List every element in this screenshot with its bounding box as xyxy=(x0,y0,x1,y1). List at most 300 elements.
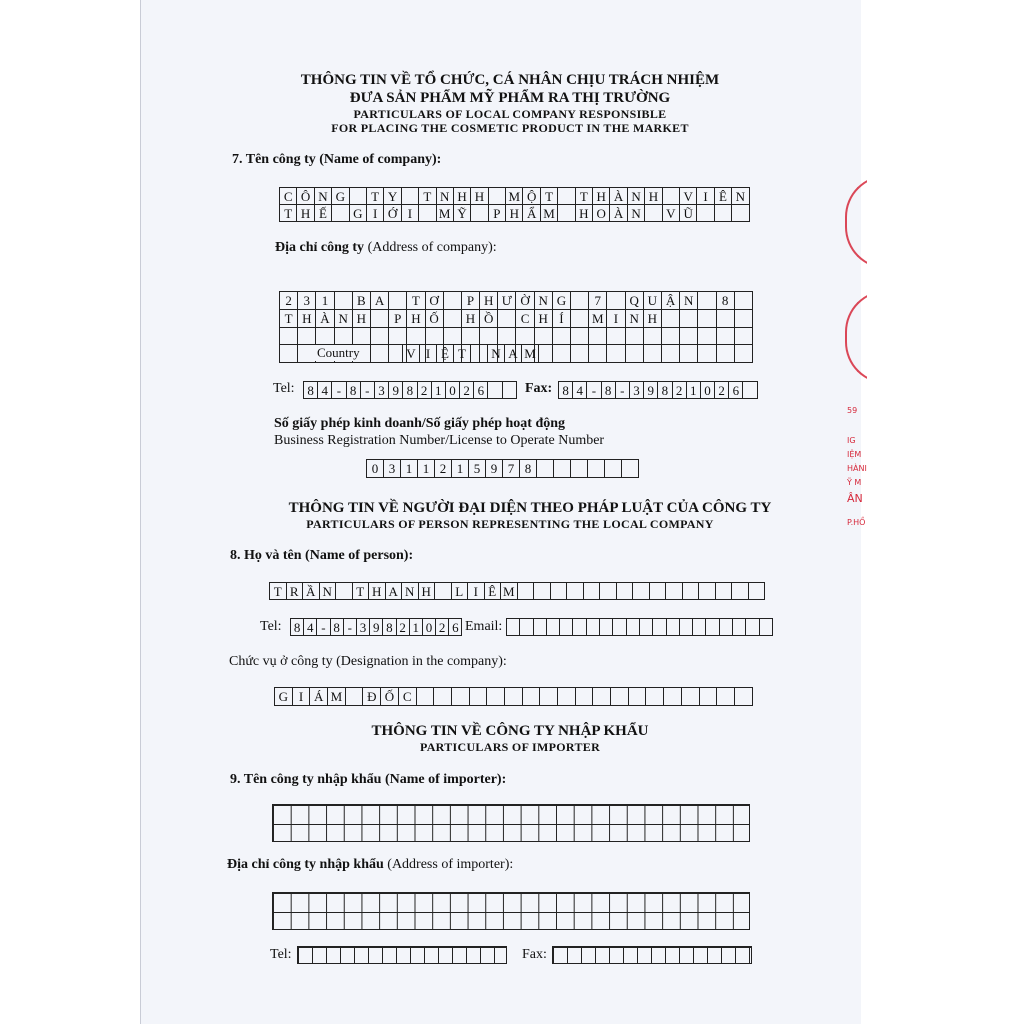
char-box: 6 xyxy=(448,618,462,636)
char-box: C xyxy=(279,187,297,205)
char-box: 0 xyxy=(422,618,436,636)
char-box xyxy=(606,291,625,310)
char-box xyxy=(625,327,644,345)
char-box: T xyxy=(279,309,298,328)
char-box xyxy=(716,327,735,345)
char-box: H xyxy=(592,187,610,205)
header-vn-line1: THÔNG TIN VỀ TỔ CHỨC, CÁ NHÂN CHỊU TRÁCH NHIỆM xyxy=(300,72,720,88)
char-box: G xyxy=(274,687,293,706)
char-box xyxy=(632,582,650,600)
char-box xyxy=(679,618,693,636)
char-box xyxy=(469,687,488,706)
char-box xyxy=(575,687,594,706)
char-box xyxy=(621,459,639,478)
char-box xyxy=(406,327,425,345)
char-box xyxy=(612,618,626,636)
header-en-line1: PARTICULARS OF LOCAL COMPANY RESPONSIBLE xyxy=(353,107,667,121)
char-box: I xyxy=(366,204,384,222)
char-box xyxy=(610,687,629,706)
char-box xyxy=(705,618,719,636)
char-box: H xyxy=(470,187,488,205)
char-box xyxy=(643,327,662,345)
char-box xyxy=(334,327,353,345)
char-box xyxy=(497,327,516,345)
char-box: N xyxy=(627,187,645,205)
char-box xyxy=(716,687,735,706)
char-box: 1 xyxy=(431,381,446,399)
char-box: 0 xyxy=(445,381,460,399)
char-box: H xyxy=(505,204,523,222)
char-box: - xyxy=(615,381,630,399)
char-box xyxy=(486,687,505,706)
char-box xyxy=(443,309,462,328)
char-box xyxy=(604,459,622,478)
char-box: V xyxy=(662,204,680,222)
char-box: A xyxy=(504,344,522,363)
char-box xyxy=(557,687,576,706)
company-name-row1[interactable] xyxy=(279,187,749,205)
company-tel-field[interactable] xyxy=(303,381,516,399)
char-box: C xyxy=(515,309,534,328)
designation-field[interactable] xyxy=(274,687,752,706)
char-box xyxy=(550,582,568,600)
char-box: À xyxy=(609,204,627,222)
char-box: H xyxy=(406,309,425,328)
char-box xyxy=(583,582,601,600)
char-box: 1 xyxy=(409,618,423,636)
char-box: H xyxy=(418,582,436,600)
char-box: L xyxy=(451,582,469,600)
company-fax-label: Fax: xyxy=(525,381,553,396)
importer-header-vn: THÔNG TIN VỀ CÔNG TY NHẬP KHẨU xyxy=(371,723,649,739)
char-box xyxy=(716,344,735,363)
char-box xyxy=(599,618,613,636)
char-box xyxy=(643,344,662,363)
char-box xyxy=(699,687,718,706)
char-box: H xyxy=(352,309,371,328)
char-box xyxy=(666,618,680,636)
char-box: 1 xyxy=(451,459,469,478)
char-box: 8 xyxy=(402,381,417,399)
char-box xyxy=(745,618,759,636)
char-box: N xyxy=(731,187,749,205)
char-box xyxy=(370,327,389,345)
char-box: N xyxy=(314,187,332,205)
importer-tel-field[interactable] xyxy=(297,946,507,964)
char-box: 2 xyxy=(434,459,452,478)
char-box: 8 xyxy=(330,618,344,636)
country-value[interactable] xyxy=(402,344,538,363)
char-box xyxy=(504,687,523,706)
char-box: 7 xyxy=(588,291,607,310)
char-box: I xyxy=(419,344,437,363)
char-box: Ầ xyxy=(302,582,320,600)
designation-label: Chức vụ ở công ty (Designation in the company): xyxy=(229,654,507,669)
char-box xyxy=(533,618,547,636)
char-box: Đ xyxy=(362,687,381,706)
char-box: H xyxy=(534,309,553,328)
char-box xyxy=(599,582,617,600)
importer-address-grid[interactable] xyxy=(272,892,750,930)
char-box: G xyxy=(552,291,571,310)
char-box: 1 xyxy=(417,459,435,478)
seal-stamp-fragment: 59 IG IỆM HÀNI Ỹ M ÂN P.HỒ xyxy=(845,160,867,540)
char-box: Ố xyxy=(380,687,399,706)
char-box: 9 xyxy=(485,459,503,478)
char-box: V xyxy=(679,187,697,205)
importer-name-grid[interactable] xyxy=(272,804,750,842)
char-box: G xyxy=(349,204,367,222)
char-box xyxy=(479,327,498,345)
char-box: À xyxy=(609,187,627,205)
char-box: I xyxy=(292,687,311,706)
char-box xyxy=(734,309,753,328)
char-box: 2 xyxy=(417,381,432,399)
char-box xyxy=(645,687,664,706)
char-box: Í xyxy=(552,309,571,328)
char-box: H xyxy=(575,204,593,222)
char-box: H xyxy=(297,309,316,328)
char-box xyxy=(297,327,316,345)
char-box: - xyxy=(316,618,330,636)
char-box: Ư xyxy=(497,291,516,310)
char-box xyxy=(661,309,680,328)
char-box: - xyxy=(360,381,375,399)
char-box: 8 xyxy=(303,381,318,399)
char-box: 9 xyxy=(369,618,383,636)
char-box xyxy=(425,327,444,345)
country-label: Country xyxy=(317,345,360,360)
char-box: 1 xyxy=(315,291,334,310)
person-name-label: 8. Họ và tên (Name of person): xyxy=(230,548,414,563)
char-box xyxy=(279,344,298,363)
char-box: - xyxy=(586,381,601,399)
char-box: 1 xyxy=(686,381,701,399)
char-box: P xyxy=(461,291,480,310)
char-box: 2 xyxy=(396,618,410,636)
company-address-row1[interactable] xyxy=(279,291,752,310)
char-box xyxy=(570,327,589,345)
char-box xyxy=(649,582,667,600)
char-box: 3 xyxy=(297,291,316,310)
company-fax-field[interactable] xyxy=(558,381,757,399)
char-box xyxy=(570,309,589,328)
char-box xyxy=(697,327,716,345)
char-box: 3 xyxy=(629,381,644,399)
char-box xyxy=(682,582,700,600)
char-box xyxy=(546,618,560,636)
char-box xyxy=(370,344,389,363)
char-box xyxy=(696,204,714,222)
char-box: U xyxy=(643,291,662,310)
char-box xyxy=(572,618,586,636)
char-box xyxy=(731,204,749,222)
char-box xyxy=(515,327,534,345)
char-box: H xyxy=(644,187,662,205)
char-box: 5 xyxy=(468,459,486,478)
char-box xyxy=(506,618,520,636)
char-box xyxy=(331,204,349,222)
char-box xyxy=(370,309,389,328)
char-box xyxy=(334,291,353,310)
char-box xyxy=(433,687,452,706)
char-box: H xyxy=(368,582,386,600)
rep-header-en: PARTICULARS OF PERSON REPRESENTING THE LOCAL COMPANY xyxy=(306,517,714,531)
char-box xyxy=(533,582,551,600)
char-box xyxy=(679,309,698,328)
char-box: 4 xyxy=(317,381,332,399)
char-box: N xyxy=(627,204,645,222)
char-box: 9 xyxy=(643,381,658,399)
char-box xyxy=(461,327,480,345)
char-box xyxy=(644,204,662,222)
char-box: 4 xyxy=(303,618,317,636)
company-address-row3[interactable] xyxy=(279,327,752,345)
char-box: M xyxy=(588,309,607,328)
char-box: Ơ xyxy=(425,291,444,310)
char-box xyxy=(487,381,502,399)
char-box xyxy=(606,327,625,345)
license-label-en: Business Registration Number/License to Operate Number xyxy=(274,433,605,448)
char-box: 8 xyxy=(290,618,304,636)
char-box xyxy=(606,344,625,363)
char-box: 3 xyxy=(383,459,401,478)
importer-fax-field[interactable] xyxy=(552,946,752,964)
char-box xyxy=(315,327,334,345)
char-box: C xyxy=(398,687,417,706)
char-box xyxy=(626,618,640,636)
rep-header-vn: THÔNG TIN VỀ NGƯỜI ĐẠI DIỆN THEO PHÁP LUẬT CỦA CÔNG TY xyxy=(288,500,772,516)
char-box xyxy=(719,618,733,636)
char-box xyxy=(731,582,749,600)
char-box xyxy=(552,327,571,345)
char-box xyxy=(652,618,666,636)
char-box xyxy=(679,344,698,363)
char-box: T xyxy=(406,291,425,310)
char-box: 8 xyxy=(519,459,537,478)
char-box: I xyxy=(401,204,419,222)
char-box: M xyxy=(505,187,523,205)
char-box: Ậ xyxy=(661,291,680,310)
char-box xyxy=(665,582,683,600)
char-box xyxy=(497,309,516,328)
char-box xyxy=(566,582,584,600)
char-box: 3 xyxy=(374,381,389,399)
char-box xyxy=(570,291,589,310)
char-box: H xyxy=(461,309,480,328)
char-box: Ỹ xyxy=(453,204,471,222)
char-box xyxy=(553,459,571,478)
char-box: - xyxy=(331,381,346,399)
char-box xyxy=(534,327,553,345)
char-box: A xyxy=(385,582,403,600)
license-field[interactable] xyxy=(366,459,638,478)
char-box xyxy=(587,459,605,478)
char-box xyxy=(279,327,298,345)
char-box: - xyxy=(343,618,357,636)
person-tel-field[interactable] xyxy=(290,618,461,636)
char-box xyxy=(470,204,488,222)
char-box xyxy=(639,618,653,636)
importer-tel-label: Tel: xyxy=(270,947,292,962)
person-name-field[interactable] xyxy=(269,582,764,600)
char-box xyxy=(349,187,367,205)
char-box: G xyxy=(331,187,349,205)
char-box: Ẩ xyxy=(522,204,540,222)
char-box xyxy=(697,309,716,328)
char-box: 6 xyxy=(728,381,743,399)
char-box xyxy=(536,459,554,478)
char-box: N xyxy=(401,582,419,600)
char-box xyxy=(557,187,575,205)
char-box: T xyxy=(453,344,471,363)
person-tel-label: Tel: xyxy=(260,619,282,634)
char-box xyxy=(698,582,716,600)
char-box: N xyxy=(436,187,454,205)
char-box xyxy=(519,618,533,636)
char-box: Á xyxy=(309,687,328,706)
char-box xyxy=(470,344,488,363)
char-box: Y xyxy=(383,187,401,205)
char-box: 2 xyxy=(459,381,474,399)
char-box: Ê xyxy=(484,582,502,600)
person-email-label: Email: xyxy=(465,619,503,634)
char-box: T xyxy=(279,204,297,222)
char-box: Ế xyxy=(314,204,332,222)
char-box xyxy=(697,291,716,310)
char-box: I xyxy=(606,309,625,328)
char-box: Ờ xyxy=(515,291,534,310)
char-box xyxy=(418,204,436,222)
char-box xyxy=(715,582,733,600)
char-box xyxy=(570,459,588,478)
importer-header-en: PARTICULARS OF IMPORTER xyxy=(419,740,601,754)
char-box: N xyxy=(679,291,698,310)
char-box xyxy=(588,344,607,363)
char-box: M xyxy=(500,582,518,600)
char-box xyxy=(592,687,611,706)
char-box: H xyxy=(453,187,471,205)
char-box: T xyxy=(418,187,436,205)
char-box: Ê xyxy=(714,187,732,205)
char-box xyxy=(716,309,735,328)
char-box xyxy=(748,582,766,600)
importer-address-label: Địa chỉ công ty nhập khẩu (Address of importer): xyxy=(227,857,514,872)
char-box xyxy=(662,187,680,205)
char-box xyxy=(661,344,680,363)
char-box xyxy=(517,582,535,600)
char-box xyxy=(661,327,680,345)
char-box xyxy=(388,327,407,345)
char-box xyxy=(388,291,407,310)
char-box xyxy=(732,618,746,636)
char-box xyxy=(401,187,419,205)
char-box: T xyxy=(269,582,287,600)
char-box: T xyxy=(575,187,593,205)
char-box: M xyxy=(540,204,558,222)
char-box xyxy=(734,327,753,345)
char-box xyxy=(625,344,644,363)
char-box xyxy=(434,582,452,600)
char-box xyxy=(586,618,600,636)
char-box xyxy=(557,204,575,222)
char-box: 8 xyxy=(382,618,396,636)
char-box: Q xyxy=(625,291,644,310)
char-box xyxy=(734,291,753,310)
char-box xyxy=(616,582,634,600)
char-box xyxy=(335,582,353,600)
char-box: 6 xyxy=(473,381,488,399)
char-box: Ô xyxy=(296,187,314,205)
company-tel-label: Tel: xyxy=(273,381,295,396)
char-box: 2 xyxy=(672,381,687,399)
char-box: N xyxy=(625,309,644,328)
char-box xyxy=(352,327,371,345)
char-box: P xyxy=(388,309,407,328)
char-box xyxy=(297,344,316,363)
person-email-field[interactable] xyxy=(506,618,772,636)
char-box: Ộ xyxy=(522,187,540,205)
char-box xyxy=(570,344,589,363)
char-box: T xyxy=(540,187,558,205)
char-box xyxy=(539,687,558,706)
company-name-label: 7. Tên công ty (Name of company): xyxy=(232,152,442,167)
char-box: A xyxy=(370,291,389,310)
char-box xyxy=(628,687,647,706)
char-box xyxy=(345,687,364,706)
char-box: N xyxy=(534,291,553,310)
char-box: 7 xyxy=(502,459,520,478)
char-box: 4 xyxy=(572,381,587,399)
char-box xyxy=(559,618,573,636)
char-box: 0 xyxy=(700,381,715,399)
char-box xyxy=(443,327,462,345)
char-box: I xyxy=(696,187,714,205)
char-box: 2 xyxy=(435,618,449,636)
char-box xyxy=(734,687,753,706)
char-box: P xyxy=(488,204,506,222)
char-box: 8 xyxy=(716,291,735,310)
char-box xyxy=(734,344,753,363)
char-box: R xyxy=(286,582,304,600)
char-box: M xyxy=(521,344,539,363)
header-vn-line2: ĐƯA SẢN PHẨM MỸ PHẨM RA THỊ TRƯỜNG xyxy=(349,90,671,106)
char-box: T xyxy=(366,187,384,205)
char-box xyxy=(759,618,773,636)
char-box: 1 xyxy=(400,459,418,478)
char-box: M xyxy=(327,687,346,706)
char-box: H xyxy=(479,291,498,310)
char-box xyxy=(663,687,682,706)
char-box: H xyxy=(643,309,662,328)
char-box: T xyxy=(352,582,370,600)
char-box xyxy=(552,344,571,363)
company-address-row2[interactable] xyxy=(279,309,752,328)
company-name-row2[interactable] xyxy=(279,204,749,222)
char-box: N xyxy=(334,309,353,328)
char-box: 2 xyxy=(279,291,298,310)
char-box xyxy=(502,381,517,399)
char-box xyxy=(451,687,470,706)
char-box: 8 xyxy=(346,381,361,399)
char-box xyxy=(588,327,607,345)
importer-name-label: 9. Tên công ty nhập khẩu (Name of importer): xyxy=(230,772,507,787)
char-box: 9 xyxy=(388,381,403,399)
char-box: N xyxy=(319,582,337,600)
char-box: I xyxy=(467,582,485,600)
char-box: N xyxy=(487,344,505,363)
char-box xyxy=(697,344,716,363)
